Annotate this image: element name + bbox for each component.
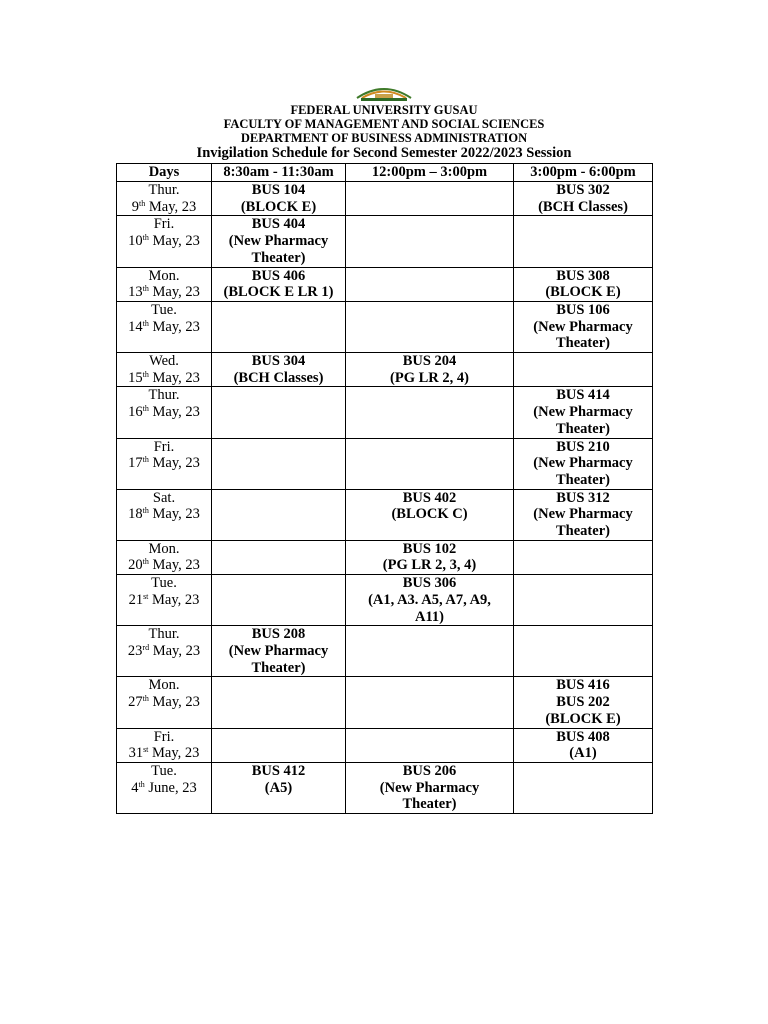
schedule-body [117,182,653,814]
course-code: BUS 208 [251,626,306,643]
column-header-evening: 3:00pm - 6:00pm [514,164,653,182]
slot-afternoon [346,353,514,387]
date-ordinal: th [142,694,149,704]
course-code: BUS 206 [402,762,457,779]
venue-line: (PG LR 2, 3, 4) [382,557,477,574]
slot-morning [212,540,346,574]
date-month-year: May, 23 [148,233,200,250]
table-row [117,387,653,438]
date-text [119,557,209,574]
document-header [0,103,768,161]
date-ordinal: st [143,591,149,601]
date-ordinal: th [142,506,149,516]
table-row [117,489,653,540]
day-cell [117,575,212,626]
date-number: 15 [128,369,143,386]
day-name: Fri. [153,728,175,745]
date-number: 10 [128,233,143,250]
date-ordinal: st [143,745,149,755]
date-number: 13 [128,284,143,301]
slot-afternoon [346,387,514,438]
venue-line: (A1) [569,745,597,762]
date-ordinal: th [142,369,149,379]
schedule-title: Invigilation Schedule for Second Semester 2022/2023 Session [196,145,572,161]
day-name: Tue. [151,301,177,318]
date-month-year: May, 23 [148,557,200,574]
date-month-year: May, 23 [148,404,200,421]
date-text [119,284,209,301]
venue-line: (New Pharmacy [379,779,480,796]
slot-morning [212,762,346,813]
date-month-year: May, 23 [149,642,201,659]
table-row [117,182,653,216]
date-text [119,319,209,336]
slot-afternoon [346,762,514,813]
course-code: BUS 312 [556,489,610,506]
day-name: Mon. [148,677,180,694]
course-code: BUS 204 [402,353,457,370]
day-name: Mon. [148,267,180,284]
date-ordinal: th [142,318,149,328]
invigilation-schedule-table [116,163,653,814]
course-code: BUS 412 [251,762,306,779]
table-row [117,677,653,728]
date-number: 16 [128,404,143,421]
column-header-afternoon: 12:00pm – 3:00pm [346,164,514,182]
slot-afternoon [346,489,514,540]
day-cell [117,677,212,728]
date-month-year: May, 23 [145,198,197,215]
slot-morning [212,267,346,301]
slot-evening [514,387,653,438]
table-header-row [117,164,653,182]
date-number: 27 [128,694,143,711]
slot-evening [514,489,653,540]
day-name: Thur. [148,626,180,643]
slot-evening [514,267,653,301]
course-code: BUS 402 [402,489,457,506]
date-text [119,780,209,797]
date-month-year: June, 23 [144,779,197,796]
day-cell [117,540,212,574]
venue-line: Theater) [251,659,306,676]
slot-afternoon [346,301,514,352]
course-code: BUS 102 [402,540,457,557]
table-row [117,353,653,387]
day-cell [117,728,212,762]
course-code: BUS 104 [251,182,306,198]
venue-line: (A1, A3. A5, A7, A9, [368,591,491,608]
slot-evening [514,575,653,626]
date-ordinal: rd [142,642,150,652]
slot-evening [514,677,653,728]
date-text [119,199,209,216]
course-code: BUS 302 [556,182,610,198]
date-text [119,455,209,472]
course-code: BUS 408 [556,728,610,745]
course-code: BUS 210 [556,438,610,455]
venue-line: (New Pharmacy [533,404,633,421]
venue-line: (New Pharmacy [228,233,329,250]
day-cell [117,762,212,813]
venue-line: (BLOCK E LR 1) [223,284,334,301]
slot-evening [514,301,653,352]
day-cell [117,301,212,352]
day-cell [117,489,212,540]
course-code: BUS 414 [556,387,610,404]
date-number: 23 [127,642,143,659]
day-name: Sat. [152,489,176,506]
date-number: 17 [128,455,143,472]
day-cell [117,216,212,267]
date-number: 14 [128,318,143,335]
day-cell [117,387,212,438]
course-code: BUS 304 [251,353,306,370]
date-text [119,592,209,609]
course-code: BUS 404 [251,216,306,233]
venue-line: (New Pharmacy [533,318,633,335]
date-number: 18 [128,506,143,523]
table-row [117,575,653,626]
day-name: Fri. [153,216,175,233]
slot-afternoon [346,575,514,626]
date-ordinal: th [142,233,149,243]
slot-afternoon [346,728,514,762]
date-month-year: May, 23 [148,591,200,608]
date-text [119,694,209,711]
slot-evening [514,353,653,387]
venue-line: BUS 202 [556,694,610,711]
venue-line: (BCH Classes) [538,198,628,215]
venue-line: Theater) [402,796,457,813]
slot-evening [514,762,653,813]
date-number: 4 [131,779,139,796]
slot-morning [212,182,346,216]
date-text [119,643,209,660]
date-month-year: May, 23 [148,369,200,386]
date-text [119,233,209,250]
slot-evening [514,626,653,677]
day-cell [117,438,212,489]
slot-afternoon [346,267,514,301]
slot-evening [514,182,653,216]
slot-evening [514,728,653,762]
table-row [117,267,653,301]
venue-line: (A5) [264,779,293,796]
date-number: 20 [128,557,143,574]
slot-morning [212,677,346,728]
table-row [117,626,653,677]
venue-line: Theater) [251,249,306,266]
slot-afternoon [346,216,514,267]
day-name: Mon. [148,540,180,557]
university-name: FEDERAL UNIVERSITY GUSAU [290,103,478,117]
day-cell [117,626,212,677]
date-number: 9 [131,198,139,215]
slot-afternoon [346,677,514,728]
date-ordinal: th [142,404,149,414]
slot-evening [514,438,653,489]
slot-morning [212,489,346,540]
date-text [119,370,209,387]
column-header-morning: 8:30am - 11:30am [212,164,346,182]
venue-line: (BLOCK C) [391,506,468,523]
faculty-name: FACULTY OF MANAGEMENT AND SOCIAL SCIENCES [223,117,545,131]
venue-line: (New Pharmacy [533,455,633,472]
date-ordinal: th [142,284,149,294]
venue-line: (BLOCK E) [545,710,621,727]
slot-evening [514,540,653,574]
venue-line: (BCH Classes) [233,369,324,386]
day-cell [117,182,212,216]
date-ordinal: th [139,198,146,208]
slot-afternoon [346,540,514,574]
table-row [117,301,653,352]
slot-morning [212,575,346,626]
venue-line: (New Pharmacy [228,642,329,659]
day-name: Fri. [153,438,175,455]
venue-line: Theater) [556,335,610,352]
slot-morning [212,353,346,387]
date-text [119,745,209,762]
date-month-year: May, 23 [148,745,200,762]
course-code: BUS 306 [402,575,457,592]
day-cell [117,353,212,387]
table-row [117,762,653,813]
date-number: 31 [128,745,144,762]
slot-morning [212,301,346,352]
day-name: Tue. [151,575,177,592]
date-month-year: May, 23 [148,455,200,472]
slot-morning [212,216,346,267]
department-name: DEPARTMENT OF BUSINESS ADMINISTRATION [240,131,528,145]
table-row [117,728,653,762]
venue-line: (New Pharmacy [533,506,633,523]
table-row [117,438,653,489]
slot-afternoon [346,438,514,489]
venue-line: Theater) [556,523,610,540]
date-ordinal: th [138,779,145,789]
course-code: BUS 416 [556,677,610,694]
venue-line: A11) [415,608,444,625]
slot-evening [514,216,653,267]
table-row [117,540,653,574]
university-logo [353,84,415,102]
venue-line: (BLOCK E) [545,284,621,301]
venue-line: Theater) [556,420,610,437]
slot-morning [212,438,346,489]
column-header-days: Days [117,164,212,182]
day-name: Thur. [148,387,180,404]
venue-line: Theater) [556,471,610,488]
date-month-year: May, 23 [148,318,200,335]
slot-afternoon [346,182,514,216]
date-month-year: May, 23 [148,284,200,301]
date-number: 21 [128,591,144,608]
date-text [119,404,209,421]
course-code: BUS 308 [556,267,610,284]
date-month-year: May, 23 [148,506,200,523]
venue-line: (PG LR 2, 4) [390,369,469,386]
day-name: Tue. [151,762,177,779]
slot-afternoon [346,626,514,677]
day-cell [117,267,212,301]
date-ordinal: th [142,455,149,465]
slot-morning [212,728,346,762]
course-code: BUS 406 [251,267,306,284]
day-name: Thur. [148,182,180,198]
date-ordinal: th [142,557,149,567]
slot-morning [212,387,346,438]
table-row [117,216,653,267]
slot-morning [212,626,346,677]
date-month-year: May, 23 [148,694,200,711]
day-name: Wed. [149,353,179,370]
date-text [119,506,209,523]
course-code: BUS 106 [556,301,610,318]
venue-line: (BLOCK E) [240,198,317,215]
